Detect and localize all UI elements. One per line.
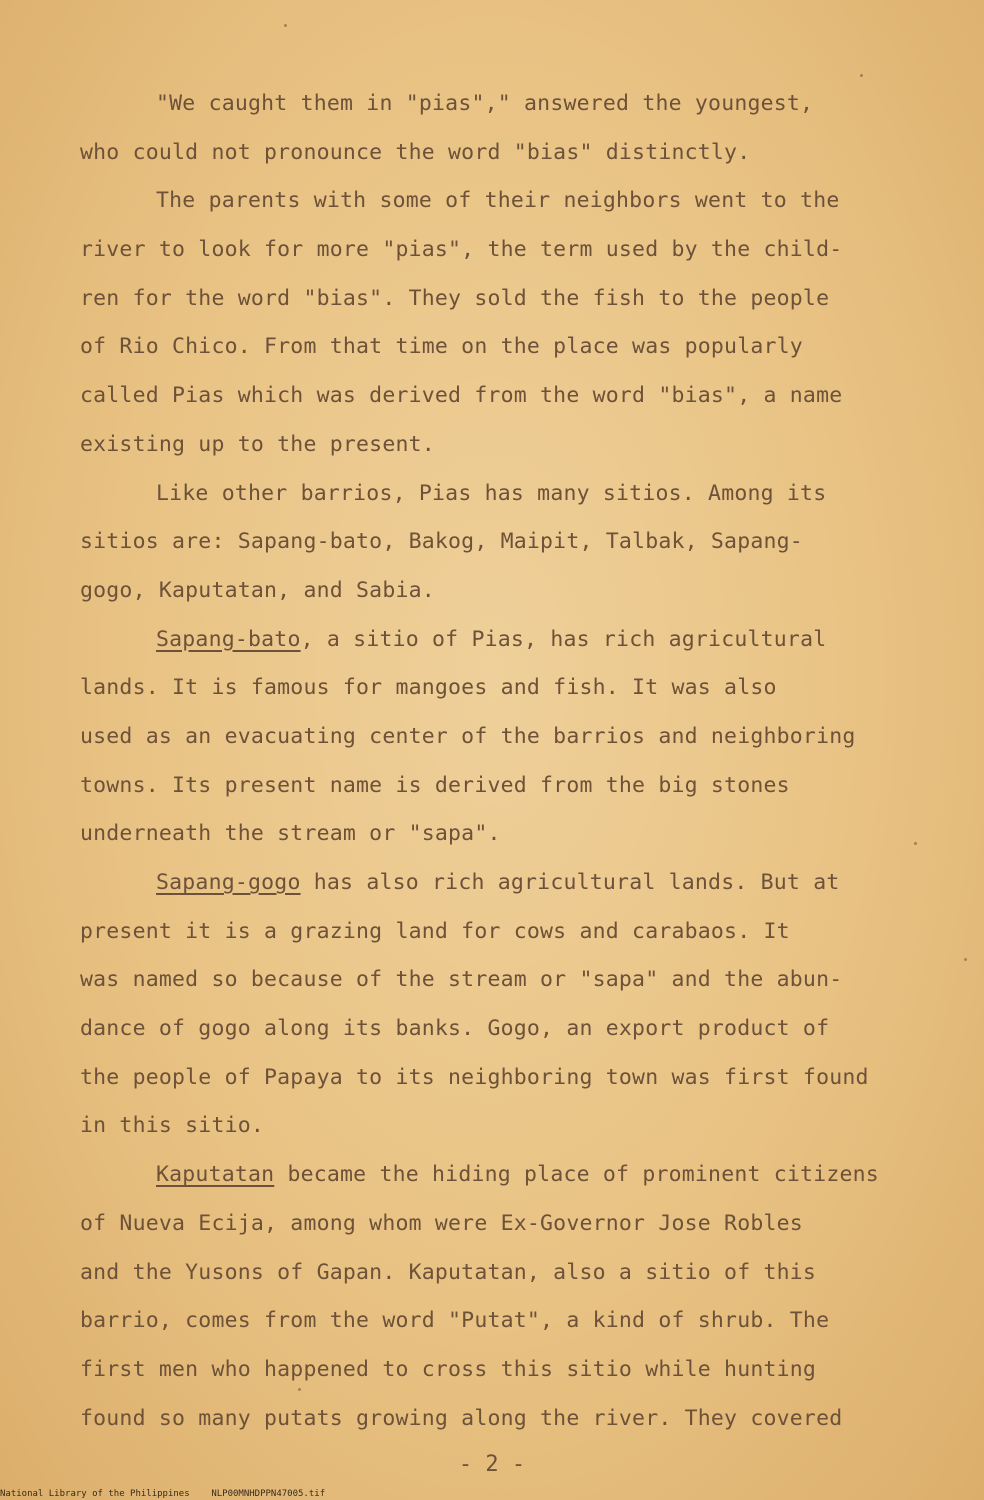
text-run: became the hiding place of prominent citizens — [274, 1162, 879, 1188]
text-line — [80, 1346, 960, 1395]
text-line — [80, 1249, 960, 1298]
underlined-sitio-name: Sapang-bato — [156, 626, 301, 652]
text-run: the people of Papaya to its neighboring town was first found — [80, 1064, 869, 1090]
text-run: dance of gogo along its banks. Gogo, an export product of — [80, 1016, 830, 1042]
text-line — [80, 908, 960, 957]
text-run: was named so because of the stream or "sapa" and the abun- — [80, 967, 843, 993]
text-line — [80, 956, 960, 1005]
text-line — [80, 762, 960, 811]
text-run: existing up to the present. — [80, 431, 435, 457]
text-line — [80, 1151, 960, 1200]
text-run: and the Yusons of Gapan. Kaputatan, also a sitio of this — [80, 1259, 817, 1285]
text-run: called Pias which was derived from the word "bias", a name — [80, 383, 843, 409]
text-run: lands. It is famous for mangoes and fish. It was also — [80, 675, 777, 701]
text-line — [80, 859, 960, 908]
text-line — [80, 616, 960, 665]
paper-speck — [284, 24, 287, 27]
text-line — [80, 323, 960, 372]
text-line — [80, 1054, 960, 1103]
text-run: first men who happened to cross this sitio while hunting — [80, 1356, 817, 1382]
text-line — [80, 810, 960, 859]
text-run: , a sitio of Pias, has rich agricultural — [300, 626, 827, 652]
text-run: found so many putats growing along the river. They covered — [80, 1405, 843, 1431]
text-line — [80, 567, 960, 616]
paper-speck — [964, 958, 967, 961]
text-run: in this sitio. — [80, 1113, 265, 1139]
text-line — [80, 664, 960, 713]
text-run: The parents with some of their neighbors went to the — [156, 188, 840, 214]
underlined-sitio-name: Kaputatan — [156, 1162, 275, 1188]
text-line — [80, 275, 960, 324]
text-line — [80, 1297, 960, 1346]
text-line — [80, 1005, 960, 1054]
page-number: - 2 - — [458, 1452, 526, 1477]
text-line — [80, 80, 960, 129]
document-body-text — [80, 80, 960, 1443]
text-run: gogo, Kaputatan, and Sabia. — [80, 577, 435, 603]
text-run: barrio, comes from the word "Putat", a kind of shrub. The — [80, 1308, 830, 1334]
text-run: underneath the stream or "sapa". — [80, 821, 501, 847]
text-run: has also rich agricultural lands. But at — [300, 870, 840, 895]
text-line — [80, 1102, 960, 1151]
text-line — [80, 177, 960, 226]
text-run: of Rio Chico. From that time on the place was popularly — [80, 334, 803, 360]
text-line — [80, 1395, 960, 1444]
text-line — [80, 372, 960, 421]
text-run: sitios are: Sapang-bato, Bakog, Maipit, Talbak, Sapang- — [80, 529, 803, 555]
paper-speck — [860, 74, 863, 77]
text-line — [80, 518, 960, 567]
text-run: who could not pronounce the word "bias" distinctly. — [80, 139, 751, 165]
text-run: present it is a grazing land for cows and carabaos. It — [80, 918, 790, 944]
text-line — [80, 713, 960, 762]
text-run: river to look for more "pias", the term used by the child- — [80, 237, 843, 263]
text-run: towns. Its present name is derived from the big stones — [80, 772, 790, 798]
text-run: ren for the word "bias". They sold the fish to the people — [80, 285, 830, 311]
text-line — [80, 1200, 960, 1249]
text-run: used as an evacuating center of the barrios and neighboring — [80, 723, 856, 749]
text-line — [80, 226, 960, 275]
text-run: of Nueva Ecija, among whom were Ex-Governor Jose Robles — [80, 1210, 803, 1236]
text-line — [80, 470, 960, 519]
scan-footer-label: National Library of the Philippines NLP00MNHDPPN47005.tif — [0, 1489, 326, 1499]
text-line — [80, 129, 960, 178]
underlined-sitio-name: Sapang-gogo — [156, 870, 301, 895]
text-line — [80, 421, 960, 470]
text-run: "We caught them in "pias"," answered the youngest, — [156, 91, 814, 116]
text-run: Like other barrios, Pias has many sitios. Among its — [156, 480, 827, 506]
